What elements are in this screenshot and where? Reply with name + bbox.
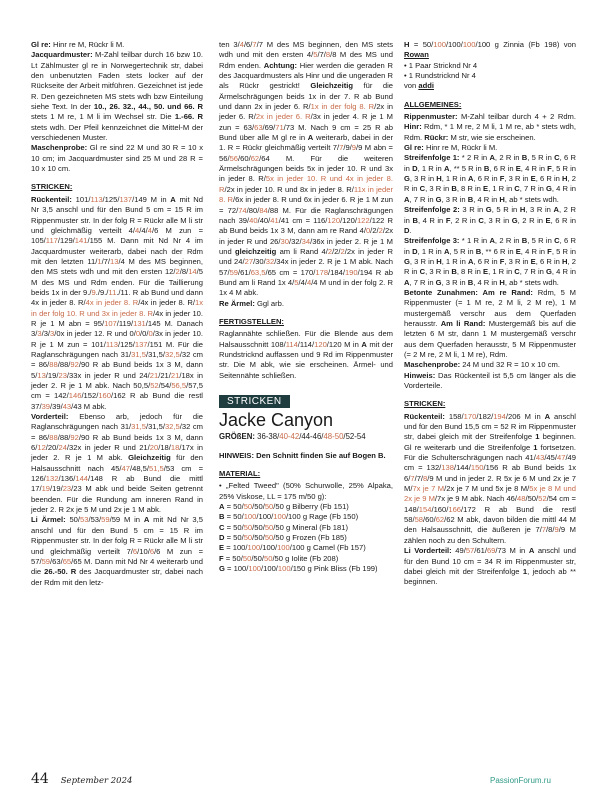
right-column-paragraph: H = 50/100/100/100/100 g Zinnia (Fb 198) von Rowan <box>404 40 576 60</box>
material-item: D = 50/50/50/50/50 g Frozen (Fb 185) <box>219 533 347 543</box>
hint-line <box>219 451 393 461</box>
material-item: F = 50/50/50/50/50 g Iolite (Fb 208) <box>219 553 339 563</box>
section-header <box>219 393 393 430</box>
column-left <box>31 40 203 588</box>
right-column-paragraph: • 1 Paar Stricknd Nr 4 <box>404 60 478 70</box>
right-column-paragraph: Streifenfolge 1: * 2 R in A, 2 R in B, 5 R in C, 6 R in D, 1 R in A, ** 5 R in B, 6 R in E, 4 R in F, 5 R in G, 3 R in H, 1 R in A, 6 R in F, 3 R in E, 6 R in H, 2 R in C, 3 R in B, 8 R in E, 1 R in C, 7 R in G, 4 R in A, 7 R in G, 3 R in B, 4 R in H, ab * stets wdh. <box>404 153 577 204</box>
left-column-paragraph: Li Ärmel: 50/53/53/59/59 M in A mit Nd Nr 3,5 anschl und für den Bund 5 cm = 15 R im Rippenmuster str. In der folg R = Rückr alle M li str und gleichmäßig verteilt 7/6/10/6/6 M zun = 57/59/63/65/65 M. Dann mit Nd Nr 4 weiterarb und die 26.-50. R des Jacquardmuster str, dabei nach der Rdm mit den letz- <box>31 515 204 587</box>
hint-text: HINWEIS: Den Schnitt finden Sie auf Bogen B. <box>219 450 386 460</box>
sizes-line <box>219 432 393 442</box>
page-number: 44 <box>31 771 49 787</box>
middle-column-paragraph: Re Ärmel: Ggl arb. <box>219 298 284 308</box>
middle-column-heading: FERTIGSTELLEN: <box>219 316 284 326</box>
column-right <box>404 40 576 588</box>
right-column-paragraph: Streifenfolge 2: 3 R in G, 5 R in H, 3 R in A, 2 R in B, 4 R in F, 2 R in C, 3 R in G, 2 R in E, 6 R in D. <box>404 205 576 235</box>
middle-column-paragraph: Raglannähte schließen. Für die Blende aus dem Halsausschnitt 108/114/114/120/120 M in A mit der Rundstricknd auffassen und 9 Rd im Rippenmuster str. Die M abk, wie sie erscheinen. Ärmel- und Seitennähte schließen. <box>219 329 393 380</box>
left-column-paragraph: Maschenprobe: Gl re sind 22 M und 30 R = 10 x 10 cm; im Jacquardmuster sind 25 M und 28 R = 10 x 10 cm. <box>31 143 203 174</box>
section-tag: STRICKEN <box>219 395 290 408</box>
right-column-paragraph: Gl re: Hinr re M, Rückr li M. <box>404 143 498 153</box>
right-column-paragraph: Rückenteil: 158/170/182/194/206 M in A anschl und für den Bund 15,5 cm = 52 R im Rippenmuster str, dabei gleich mit der Streifenfolge 1 beginnen. Gl re weiterarb und die Streifenfolge 1 fortsetzen. Für die Schulterschrägungen nach 41/43/45/47/49 cm = 132/138/144/150/156 R ab Bund beids 1x 6/7/7/8/9 M und in jeder 2. R 5x je 6 M und 2x je 7 M/7x je 7 M/2x je 7 M und 5x je 8 M/5x je 8 M und 2x je 9 M/7x je 9 M abk. Nach 46/48/50/52/54 cm = 148/154/160/166/172 R ab Bund die restl 58/58/60/62/62 M abk, davon bilden die mittl 44 M den Halsausschnitt, die äußeren je 7/7/8/9/9 M zählen noch zu den Schultern. <box>404 411 577 545</box>
right-column-heading: ALLGEMEINES: <box>404 99 462 109</box>
material-item: • „Felted Tweed" (50% Schurwolle, 25% Alpaka, 25% Viskose, LL = 175 m/50 g): <box>219 481 393 501</box>
right-column-paragraph: Rippenmuster: M-Zahl teilbar durch 4 + 2 Rdm. Hinr: Rdm, * 1 M re, 2 M li, 1 M re, ab * stets wdh, Rdm. Rückr: M str, wie sie erscheinen. <box>404 112 576 142</box>
right-column-paragraph: Betonte Zunahmen: Am re Rand: Rdm, 5 M Rippenmuster (= 1 M re, 2 M li, 2 M re), 1 M mustergemäß verschr aus dem Querfaden herausstr. Am li Rand: Mustergemäß bis auf die letzten 6 M str, dann 1 M mustergemäß verschr aus dem Querfaden herausstr, 5 M Rippenmuster (= 2 M re, 2 M li, 1 M re), Rdm. <box>404 287 576 359</box>
right-column-paragraph: von addi <box>404 81 434 91</box>
material-item: B = 50/100/100/100/100 g Rage (Fb 150) <box>219 512 359 522</box>
material-list <box>219 481 393 574</box>
left-column-paragraph: Vorderteil: Ebenso arb, jedoch für die Raglanschrägungen nach 31/31,5/31,5/32,5/32 cm = 86/88/88/92/90 R ab Bund beids 1x 3 M, dann 6/12/20/24/32x in jeder R und 21/20/18/18/17x in jeder 2. R je 1 M abk. Gleichzeitig für den Halsausschnitt nach 45/47/48,5/51,5/53 cm = 126/132/136/144/148 R ab Bund die mittl 17/19/19/23/23 M abk und beide Seiten getrennt beenden. Für die Rundung am inneren Rand in jeder 2. R 2x je 5 M und 2x je 1 M abk. <box>31 412 204 515</box>
material-heading: MATERIAL: <box>219 469 261 479</box>
issue-date: September 2024 <box>60 776 133 786</box>
material-item: G = 100/100/100/100/150 g Pink Bliss (Fb 199) <box>219 564 378 574</box>
left-column-heading: STRICKEN: <box>31 182 73 192</box>
right-column-paragraph: Streifenfolge 3: * 1 R in A, 2 R in B, 5 R in C, 6 R in D, 1 R in A, 5 R in B, ** 6 R in E, 4 R in F, 5 R in G, 3 R in H, 1 R in A, 6 R in F, 3 R in E, 6 R in H, 2 R in C, 3 R in B, 8 R in E, 1 R in C, 7 R in G, 4 R in A, 7 R in G, 3 R in B, 4 R in H, ab * stets wdh. <box>404 236 577 287</box>
material-item: C = 50/50/50/50/50 g Mineral (Fb 181) <box>219 522 348 532</box>
middle-column-text <box>219 40 393 381</box>
page-footer <box>31 770 132 787</box>
right-column-heading: STRICKEN: <box>404 399 446 409</box>
right-column-paragraph: Hinweis: Das Rückenteil ist 5,5 cm länger als die Vorderteile. <box>404 370 576 390</box>
sizes-label: GRÖßEN: <box>219 432 255 442</box>
right-column-paragraph: • 1 Rundstricknd Nr 4 <box>404 71 476 81</box>
material-item: E = 100/100/100/100/100 g Camel (Fb 157) <box>219 543 366 553</box>
material-item: A = 50/50/50/50/50 g Bilberry (Fb 151) <box>219 502 349 512</box>
left-column-paragraph: Rückenteil: 101/113/125/137/149 M in A mit Nd Nr 3,5 anschl und für den Bund 5 cm = 15 R im Rippenmuster str. In der folg R = Rückr alle M li str und gleichmäßig verteilt 4/4/4/4/6 M zun = 105/117/129/141/155 M. Dann mit Nd Nr 4 im Jacquardmuster weiterarb, dabei nach der Rdm mit den letzten 11/1/7/13/4 M des MS beginnen, den MS stets wdh und mit den ersten 12/2/8/14/5 M des MS und Rdm enden. Für die Taillierung beids 1x in der 9./9./9./11./11. R ab Bund und dann 4x in jeder 8. R/4x in jeder 8. R/4x in jeder 8. R/1x in der folg 10. R und 3x in jeder 8. R/4x in jeder 10. R je 1 M abn = 95/107/119/131/145 M. Danach 3/3/3/3/0x in jeder 12. R und 0/0/0/0/3x in jeder 10. R je 1 M zun = 101/113/125/137/151 M. Für die Raglanschrägungen nach 31/31,5/31,5/32,5/32 cm = 86/88/88/92/90 R ab Bund beids 1x 3 M, dann 5/13/19/23/33x in jeder R und 24/21/21/21/18x in jeder 2. R je 1 M abk. Nach 50,5/52/54/56,5/57,5 cm = 142/146/152/160/162 R ab Bund die restl 37/39/39/43/43 M abk. <box>31 194 204 411</box>
column-middle <box>219 40 393 574</box>
left-column-paragraph: Gl re: Hinr re M, Rückr li M. <box>31 40 125 49</box>
left-column-paragraph: Jacquardmuster: M-Zahl teilbar durch 16 bzw 10. Lt Zählmuster gl re in Norwegertechnik str, dabei den unbenutzten Faden stets locker auf der Rückseite der Arbeit mitführen. Gezeichnet ist jede R. Den gezeichneten MS stets wdh bzw Einteilung siehe Text. In der 10., 26. 32., 44., 50. und 66. R stets 1 M re, 1 M li im Wechsel str. Die 1.-66. R stets wdh. Der Pfeil kennzeichnet die Mittel-M der verschiedenen Muster. <box>31 50 203 143</box>
sizes-values: 36-38/40-42/44-46/48-50/52-54 <box>257 432 366 442</box>
right-column-paragraph: Maschenprobe: 24 M und 32 R = 10 x 10 cm. <box>404 360 560 370</box>
pattern-title: Jacke Canyon <box>219 410 334 431</box>
middle-column-paragraph: ten 3/4/6/7/7 M des MS beginnen, den MS stets wdh und mit den ersten 4/5/7/8/8 M des MS und Rdm enden. Achtung: Hier werden die geraden R des Jacquardmusters als Hinr und die ungeraden R als Rückr gestrickt! Gleichzeitig für die Ärmelschrägungen beids 1x in der 7. R ab Bund und dann 2x in jeder 6. R/1x in der folg 8. R/2x in jeder 6. R/2x in jeder 6. R/3x in jeder 4. R je 1 M zun = 63/63/69/71/73 M. Nach 9 cm = 25 R ab Bund über alle M gl re in A weiterarb, dabei in der 1. R = Rückr gleichmäßig verteilt 7/7/9/9/9 M abn = 56/56/60/62/64 M. Für die weiteren Ärmelschrägungen beids 5x in jeder 10. R und 3x in jeder 8. R/5x in jeder 10. R und 4x in jeder 8. R/2x in jeder 10. R und 8x in jeder 8. R/11x in jeder 8. R/6x in jeder 8. R und 6x in jeder 6. R je 1 M zun = 72/74/80/84/88 M. Für die Raglanschrägungen nach 39/40/40/41/41 cm = 116/120/120/122/122 R ab Bund beids 1x 3 M, dann am re Rand 4/0/2/2/2x in jeder R und 26/30/32/34/36x in jeder 2. R je 1 M und gleichzeitig am li Rand 4/2/2/2/2x in jeder R und 24/27/30/32/34x in jeder 2. R je 1 M abk. Nach 57/59/61/63,5/65 cm = 170/178/184/190/194 R ab Bund am li Rand 1x 4/5/4/4/4 M und in der folg 2. R 1x 4 M abk. <box>219 40 394 298</box>
right-column-paragraph: Li Vorderteil: 49/57/61/69/73 M in A anschl und für den Bund 10 cm = 34 R im Rippenmuster str, dabei gleich mit der Streifenfolge 1, jedoch ab ** beginnen. <box>404 546 576 587</box>
watermark: PassionForum.ru <box>490 776 551 785</box>
